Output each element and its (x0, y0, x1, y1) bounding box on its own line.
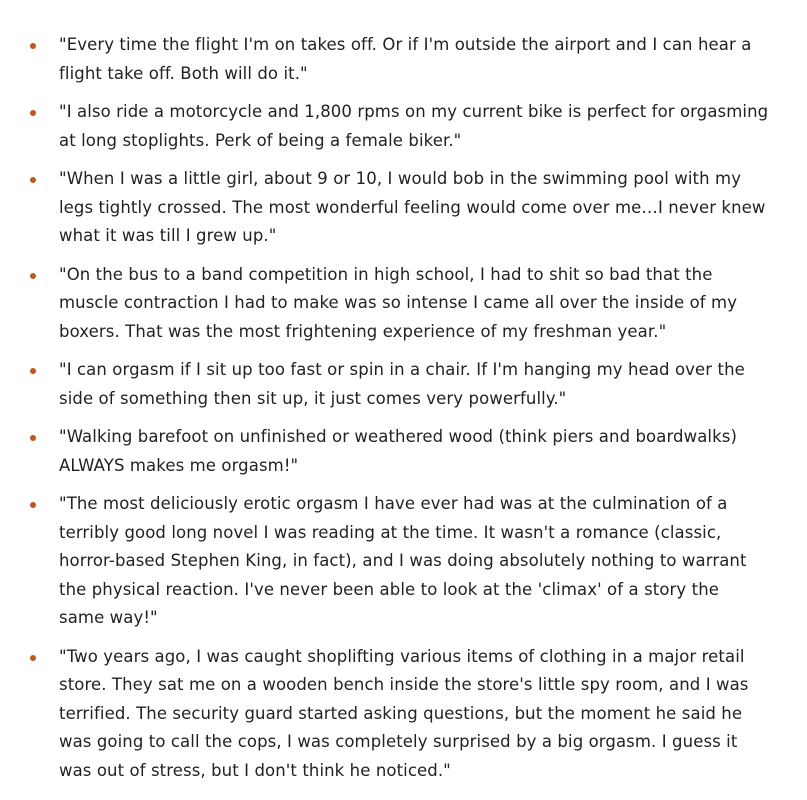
bullet-icon (30, 368, 36, 374)
quote-text: "I can orgasm if I sit up too fast or spin in a chair. If I'm hanging my head over the side of something then sit up, it just comes very powerfully." (59, 360, 745, 408)
bullet-icon (30, 502, 36, 508)
quote-text: "On the bus to a band competition in high school, I had to shit so bad that the muscle contraction I had to make was so intense I came all over the inside of my boxers. That was the most frightening experience of my freshman year." (59, 264, 738, 341)
quote-text: "Every time the flight I'm on takes off. Or if I'm outside the airport and I can hear a flight take off. Both will do it." (59, 35, 752, 83)
list-item (0, 643, 807, 786)
quote-text: "When I was a little girl, about 9 or 10, I would bob in the swimming pool with my legs tightly crossed. The most wonderful feeling would come over me…I never knew what it was till I grew up." (59, 169, 766, 245)
quote-list (0, 31, 807, 795)
bullet-icon (30, 273, 36, 279)
quote-text: "Walking barefoot on unfinished or weathered wood (think piers and boardwalks) ALWAYS makes me orgasm!" (59, 427, 738, 475)
bullet-icon (30, 110, 36, 116)
list-item (0, 356, 807, 413)
list-item (0, 261, 807, 347)
list-item (0, 31, 807, 88)
bullet-icon (30, 435, 36, 441)
quote-text: "The most deliciously erotic orgasm I have ever had was at the culmination of a terribly good long novel I was reading at the time. It wasn't a romance (classic, horror-based Stephen King, in fact), and I was doing absolutely nothing to warrant the physical reaction. I've never been able to look at the 'climax' of a story the same way!" (59, 494, 747, 627)
bullet-icon (30, 43, 36, 49)
quote-text: "I also ride a motorcycle and 1,800 rpms on my current bike is perfect for orgasming at long stoplights. Perk of being a female biker." (59, 102, 769, 150)
list-item (0, 490, 807, 633)
bullet-icon (30, 177, 36, 183)
list-item (0, 98, 807, 155)
list-item (0, 423, 807, 480)
bullet-icon (30, 655, 36, 661)
quote-text: "Two years ago, I was caught shoplifting various items of clothing in a major retail store. They sat me on a wooden bench inside the store's little spy room, and I was terrified. The security guard started asking questions, but the moment he said he was going to call the cops, I was completely surprised by a big orgasm. I guess it was out of stress, but I don't think he noticed." (59, 646, 749, 780)
list-item (0, 165, 807, 251)
